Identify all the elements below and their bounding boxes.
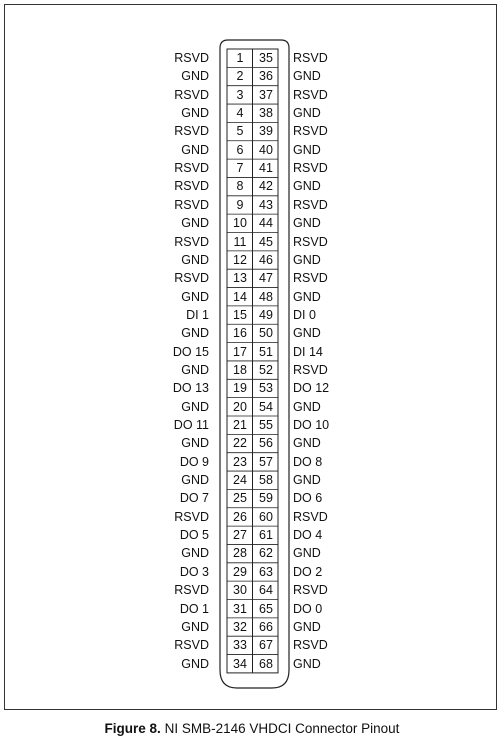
right-pin-number: 41 bbox=[259, 161, 273, 176]
right-signal-label: RSVD bbox=[293, 362, 328, 377]
left-signal-label: GND bbox=[181, 106, 209, 121]
left-pin-number: 19 bbox=[233, 381, 247, 396]
left-signal-label: RSVD bbox=[174, 124, 209, 139]
left-pin-number: 11 bbox=[233, 234, 247, 249]
left-pin-number: 8 bbox=[236, 179, 244, 194]
left-signal-label: DO 7 bbox=[179, 491, 209, 506]
right-pin-number: 38 bbox=[259, 106, 273, 121]
right-signal-label: RSVD bbox=[293, 271, 328, 286]
right-signal-label: DO 0 bbox=[293, 601, 323, 616]
left-pin-number: 24 bbox=[233, 473, 247, 488]
left-signal-label: RSVD bbox=[174, 271, 209, 286]
right-signal-label: GND bbox=[293, 619, 321, 634]
right-signal-label: GND bbox=[293, 216, 321, 231]
left-signal-label: DI 1 bbox=[186, 307, 209, 322]
left-pin-number: 27 bbox=[233, 528, 247, 543]
right-signal-label: DO 10 bbox=[293, 418, 330, 432]
left-signal-label: DO 3 bbox=[179, 564, 209, 579]
right-signal-label: RSVD bbox=[293, 124, 328, 139]
left-signal-label: RSVD bbox=[174, 179, 209, 194]
left-pin-number: 13 bbox=[233, 271, 247, 286]
right-pin-number: 52 bbox=[259, 362, 273, 377]
right-pin-number: 40 bbox=[259, 142, 273, 157]
right-signal-label: DI 0 bbox=[293, 307, 316, 322]
right-signal-label: GND bbox=[293, 289, 321, 304]
right-pin-number: 36 bbox=[259, 69, 273, 84]
right-pin-number: 42 bbox=[259, 179, 273, 194]
right-pin-number: 63 bbox=[259, 564, 273, 579]
left-signal-label: DO 1 bbox=[179, 601, 209, 616]
right-signal-label: GND bbox=[293, 399, 321, 414]
left-pin-number: 6 bbox=[236, 142, 244, 157]
right-pin-number: 56 bbox=[259, 436, 273, 451]
right-signal-label: RSVD bbox=[293, 234, 328, 249]
right-signal-label: GND bbox=[293, 142, 321, 157]
left-pin-number: 17 bbox=[233, 344, 247, 359]
left-signal-label: DO 9 bbox=[179, 454, 209, 469]
right-signal-label: DO 2 bbox=[293, 564, 323, 579]
left-pin-number: 22 bbox=[233, 436, 247, 451]
left-pin-number: 3 bbox=[236, 87, 244, 102]
left-pin-number: 1 bbox=[236, 51, 244, 65]
right-signal-label: RSVD bbox=[293, 583, 328, 598]
left-signal-label: GND bbox=[181, 142, 209, 157]
right-pin-number: 57 bbox=[259, 454, 273, 469]
right-pin-number: 61 bbox=[259, 528, 273, 543]
right-signal-label: GND bbox=[293, 179, 321, 194]
right-signal-label: RSVD bbox=[293, 161, 328, 176]
right-signal-label: DO 4 bbox=[293, 528, 323, 543]
right-pin-number: 66 bbox=[259, 619, 273, 634]
left-signal-label: GND bbox=[181, 399, 209, 414]
left-signal-label: DO 15 bbox=[172, 344, 209, 359]
left-pin-number: 32 bbox=[233, 619, 247, 634]
left-signal-label: RSVD bbox=[174, 51, 209, 65]
right-pin-number: 65 bbox=[259, 601, 273, 616]
right-signal-label: DO 12 bbox=[293, 381, 330, 396]
left-signal-label: GND bbox=[181, 546, 209, 561]
right-pin-number: 62 bbox=[259, 546, 273, 561]
left-pin-number: 21 bbox=[233, 418, 247, 432]
right-pin-number: 55 bbox=[259, 418, 273, 432]
right-signal-label: GND bbox=[293, 656, 321, 671]
left-signal-label: RSVD bbox=[174, 197, 209, 212]
left-pin-number: 12 bbox=[233, 252, 247, 267]
left-pin-number: 25 bbox=[233, 491, 247, 506]
right-pin-number: 46 bbox=[259, 252, 273, 267]
right-pin-number: 60 bbox=[259, 509, 273, 524]
right-signal-label: RSVD bbox=[293, 638, 328, 653]
right-pin-number: 47 bbox=[259, 271, 273, 286]
left-signal-label: GND bbox=[181, 252, 209, 267]
left-pin-number: 20 bbox=[233, 399, 247, 414]
figure-number: Figure 8. bbox=[104, 721, 161, 736]
right-signal-label: RSVD bbox=[293, 51, 328, 65]
left-signal-label: DO 13 bbox=[172, 381, 209, 396]
right-pin-number: 53 bbox=[259, 381, 273, 396]
right-pin-number: 67 bbox=[259, 638, 273, 653]
left-pin-number: 28 bbox=[233, 546, 247, 561]
left-pin-number: 30 bbox=[233, 583, 247, 598]
figure-title: NI SMB-2146 VHDCI Connector Pinout bbox=[164, 721, 400, 736]
left-signal-label: RSVD bbox=[174, 234, 209, 249]
right-signal-label: DI 14 bbox=[293, 344, 323, 359]
left-pin-number: 26 bbox=[233, 509, 247, 524]
left-signal-label: GND bbox=[181, 216, 209, 231]
right-pin-number: 54 bbox=[259, 399, 273, 414]
left-pin-number: 7 bbox=[236, 161, 244, 176]
right-pin-number: 44 bbox=[259, 216, 273, 231]
left-pin-number: 18 bbox=[233, 362, 247, 377]
right-pin-number: 45 bbox=[259, 234, 273, 249]
figure-caption bbox=[0, 721, 504, 736]
left-pin-number: 15 bbox=[233, 307, 247, 322]
right-pin-number: 35 bbox=[259, 51, 273, 65]
right-signal-label: DO 8 bbox=[293, 454, 323, 469]
left-signal-label: GND bbox=[181, 619, 209, 634]
right-signal-label: RSVD bbox=[293, 197, 328, 212]
right-signal-label: GND bbox=[293, 69, 321, 84]
left-signal-label: GND bbox=[181, 69, 209, 84]
right-signal-label: GND bbox=[293, 106, 321, 121]
left-pin-number: 31 bbox=[233, 601, 247, 616]
left-pin-number: 23 bbox=[233, 454, 247, 469]
left-pin-number: 5 bbox=[236, 124, 244, 139]
left-signal-label: GND bbox=[181, 362, 209, 377]
right-pin-number: 49 bbox=[259, 307, 273, 322]
left-signal-label: GND bbox=[181, 473, 209, 488]
right-signal-label: GND bbox=[293, 436, 321, 451]
right-pin-number: 68 bbox=[259, 656, 273, 671]
right-pin-number: 50 bbox=[259, 326, 273, 341]
left-signal-label: RSVD bbox=[174, 509, 209, 524]
left-signal-label: DO 11 bbox=[173, 418, 209, 432]
left-signal-label: RSVD bbox=[174, 161, 209, 176]
right-pin-number: 51 bbox=[259, 344, 273, 359]
right-pin-number: 43 bbox=[259, 197, 273, 212]
left-signal-label: DO 5 bbox=[179, 528, 209, 543]
left-pin-number: 14 bbox=[233, 289, 247, 304]
left-signal-label: RSVD bbox=[174, 638, 209, 653]
left-pin-number: 4 bbox=[236, 106, 244, 121]
left-signal-label: GND bbox=[181, 326, 209, 341]
left-pin-number: 34 bbox=[233, 656, 247, 671]
left-signal-label: GND bbox=[181, 656, 209, 671]
right-signal-label: GND bbox=[293, 546, 321, 561]
left-pin-number: 16 bbox=[233, 326, 247, 341]
right-signal-label: GND bbox=[293, 252, 321, 267]
right-signal-label: RSVD bbox=[293, 87, 328, 102]
right-signal-label: DO 6 bbox=[293, 491, 323, 506]
left-signal-label: GND bbox=[181, 289, 209, 304]
right-pin-number: 48 bbox=[259, 289, 273, 304]
right-signal-label: GND bbox=[293, 326, 321, 341]
left-pin-number: 2 bbox=[236, 69, 244, 84]
right-pin-number: 58 bbox=[259, 473, 273, 488]
left-signal-label: GND bbox=[181, 436, 209, 451]
right-signal-label: GND bbox=[293, 473, 321, 488]
left-signal-label: RSVD bbox=[174, 583, 209, 598]
left-pin-number: 9 bbox=[236, 197, 244, 212]
right-pin-number: 37 bbox=[259, 87, 273, 102]
left-pin-number: 10 bbox=[233, 216, 247, 231]
left-signal-label: RSVD bbox=[174, 87, 209, 102]
right-signal-label: RSVD bbox=[293, 509, 328, 524]
right-pin-number: 39 bbox=[259, 124, 273, 139]
right-pin-number: 64 bbox=[259, 583, 273, 598]
left-pin-number: 33 bbox=[233, 638, 247, 653]
right-pin-number: 59 bbox=[259, 491, 273, 506]
left-pin-number: 29 bbox=[233, 564, 247, 579]
